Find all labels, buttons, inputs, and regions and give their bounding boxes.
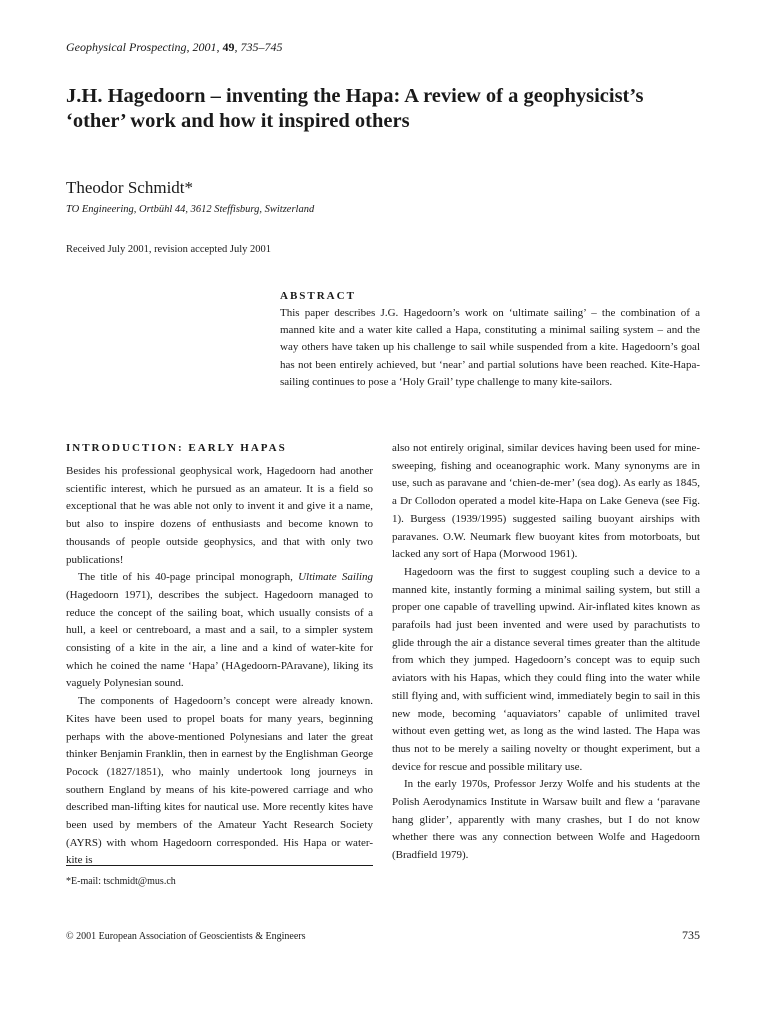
- paragraph-1: Besides his professional geophysical work, Hagedoorn had another scientific interest, which he pursued as an amateur. It is a field so exceptional that he was able not only to invent it and give it a name, but also to inspire dozens of enthusiasts and become known to thousands of people outside geophysics, and that with only two publications!: [66, 465, 373, 566]
- page-number: 735: [682, 928, 700, 942]
- paragraph-6: In the early 1970s, Professor Jerzy Wolfe and his students at the Polish Aerodynamics Institute in Warsaw built and flew a ‘paravane hang glider’, apparently with many crashes, but I do not know whether there was any connection between Wolfe and Hagedoorn (Bradfield 1979).: [392, 778, 700, 862]
- paragraph-2: [66, 569, 373, 693]
- title-line-2: ‘other’ work and how it inspired others: [66, 110, 410, 132]
- section-heading: INTRODUCTION: EARLY HAPAS: [66, 442, 287, 454]
- journal-pages: , 735–745: [234, 40, 283, 54]
- copyright-notice: © 2001 European Association of Geoscientists & Engineers: [66, 931, 306, 942]
- paragraph-2-start: The title of his 40-page principal monograph,: [78, 571, 299, 584]
- journal-year: , 2001,: [186, 40, 223, 54]
- abstract-text: This paper describes J.G. Hagedoorn’s work on ‘ultimate sailing’ – the combination of a manned kite and a water kite called a Hapa, constituting a minimal sailing system – and the way others have taken up his challenge to sail while suspended from a kite. Hagedoorn’s goal has not been entirely achieved, but ‘near’ and partial solutions have been reached. Kite-Hapa-sailing continues to pose a ‘Holy Grail’ type challenge to many kite-sailors.: [280, 307, 700, 388]
- abstract-heading: ABSTRACT: [280, 290, 356, 302]
- author-affiliation: TO Engineering, Ortbühl 44, 3612 Steffisburg, Switzerland: [66, 204, 315, 215]
- paragraph-3: The components of Hagedoorn’s concept were already known. Kites have been used to propel boats for many years, beginning perhaps with the above-mentioned Polynesians and later the great thinker Benjamin Franklin, then in earnest by the Englishman George Pocock (1827/1851), who mainly undertook long journeys in southern England by means of his kite-powered carriage and who described man-lifting kites for nautical use. More recently kites have been used by members of the Amateur Yacht Research Society (AYRS) with whom Hagedoorn corresponded. His Hapa or water-kite is: [66, 695, 373, 867]
- author-email-footnote: *E-mail: tschmidt@mus.ch: [66, 876, 176, 887]
- left-column: [66, 440, 373, 870]
- journal-name: Geophysical Prospecting: [66, 40, 187, 54]
- received-date: Received July 2001, revision accepted July 2001: [66, 244, 271, 255]
- author-name: Theodor Schmidt*: [66, 178, 194, 197]
- paragraph-4: also not entirely original, similar devices having been used for mine-sweeping, fishing and oceanographic work. Many synonyms are in use, such as paravane and ‘chien-de-mer’ (sea dog). As early as 1845, a Dr Collodon operated a model kite-Hapa on Lake Geneva (see Fig. 1). Burgess (1939/1995) suggested sailing buoyant airships with paravanes. O.W. Neumark flew buoyant kites from motorboats, but lacked any sort of Hapa (Morwood 1961).: [392, 442, 700, 561]
- paragraph-2-end: (Hagedoorn 1971), describes the subject. Hagedoorn managed to reduce the concept of the sailing boat, which usually consists of a hull, a keel or centreboard, a mast and a sail, to a simpler system consisting of a kite in the air, a line and a kind of water-kite for which he coined the name ‘Hapa’ (HAgedoorn-PAravane), liking its vaguely Polynesian sound.: [66, 588, 373, 690]
- footnote-divider: [66, 865, 373, 866]
- monograph-title: Ultimate Sailing: [298, 571, 373, 584]
- journal-volume: 49: [222, 40, 235, 54]
- title-line-1: J.H. Hagedoorn – inventing the Hapa: A review of a geophysicist’s: [66, 85, 644, 107]
- right-column: [392, 440, 700, 865]
- journal-citation: [66, 40, 283, 55]
- article-title: [66, 84, 716, 134]
- paragraph-5: Hagedoorn was the first to suggest coupling such a device to a manned kite, instantly forming a minimal sailing system, but still a proper one capable of travelling upwind. Air-inflated kites known as parafoils had just been invented and were used by parachutists to glide through the air a distance several times greater than the altitude from which they jumped. Hagedoorn’s concept was to equip such aviators with his Hapas, which they could fling into the water while still flying and, with sufficient wind, immediately begin to sail in this new mode, becoming ‘aquaviators’ capable of unlimited travel without even getting wet, as long as the wind lasted. The Hapa was thus not to be merely a sailing novelty or thought experiment, but a device for rescue and possible military use.: [392, 565, 700, 773]
